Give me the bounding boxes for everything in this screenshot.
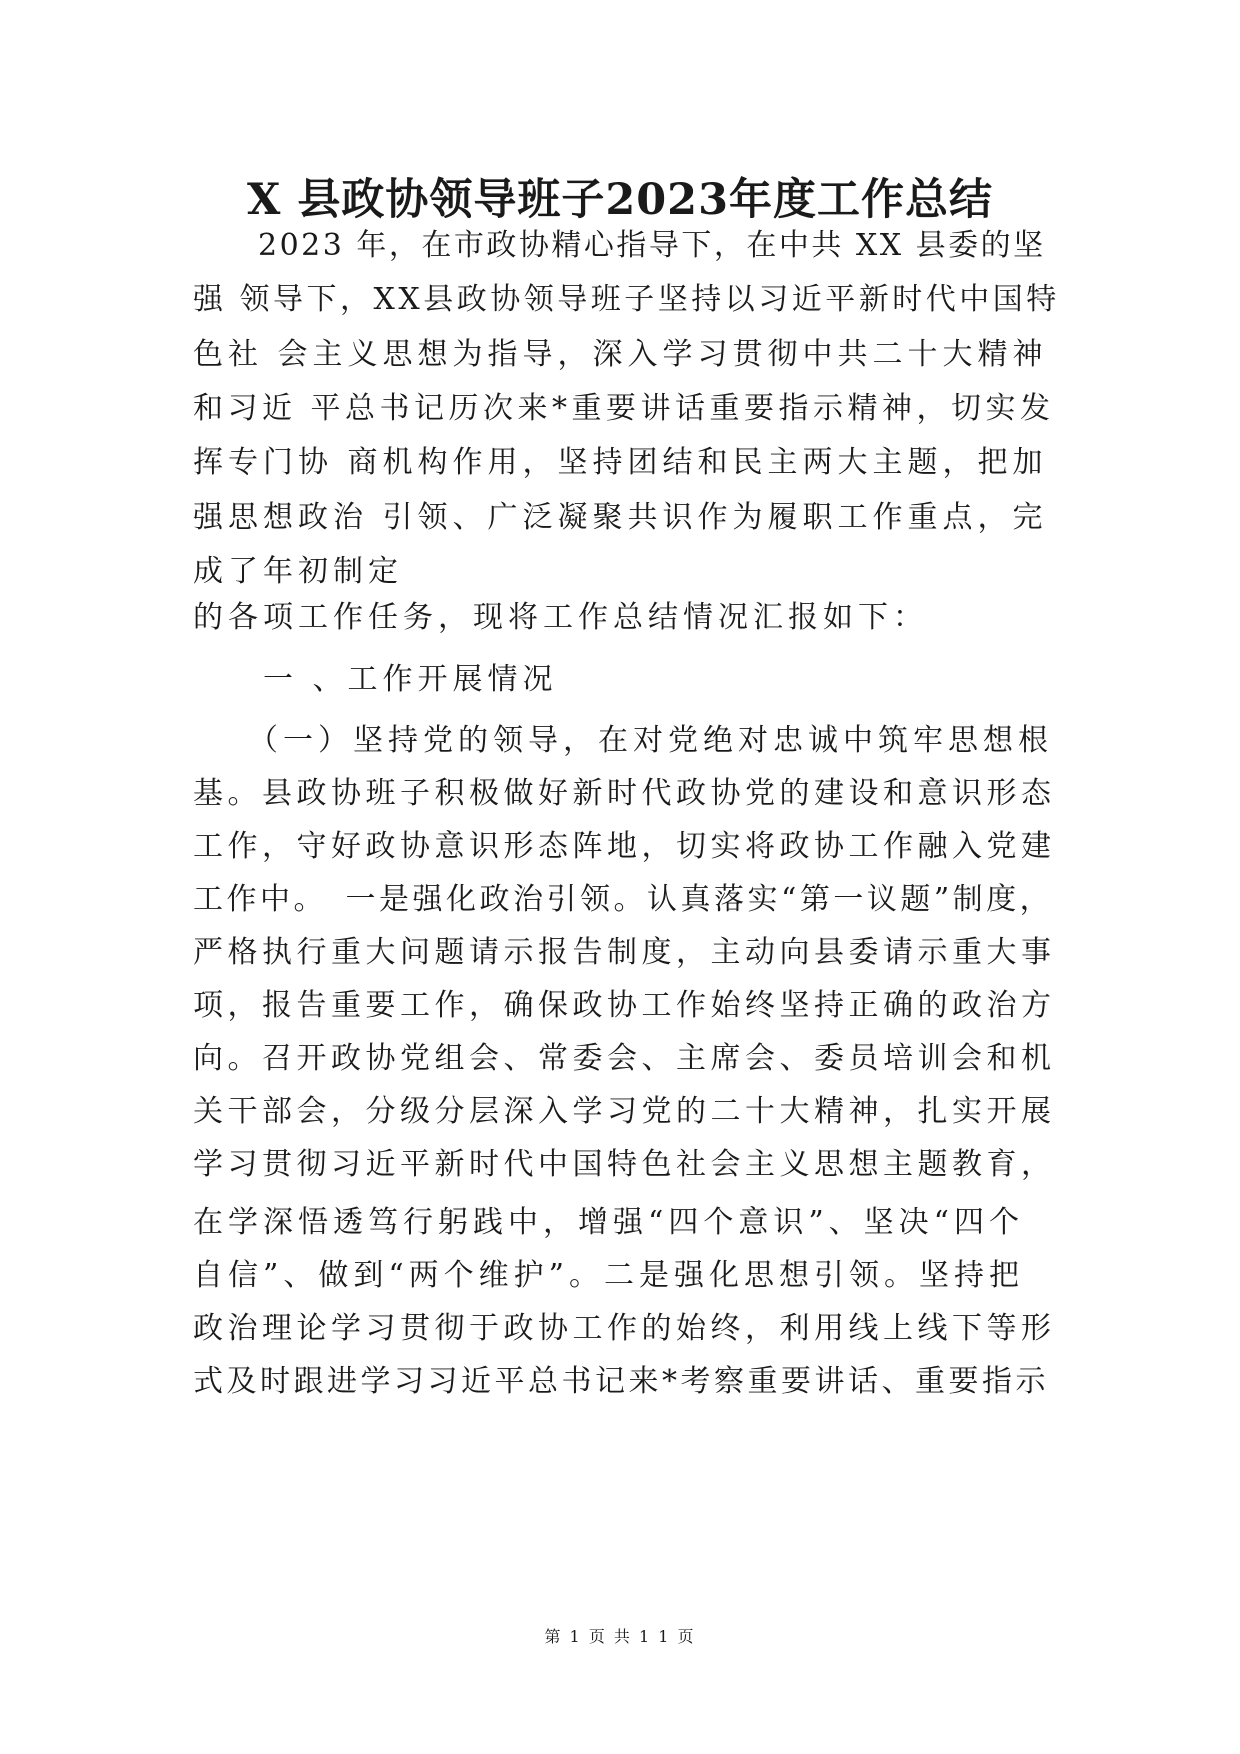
body-line: 色社 会主义思想为指导，深入学习贯彻中共二十大精神 bbox=[193, 337, 1048, 372]
body-line: 和习近 平总书记历次来*重要讲话重要指示精神，切实发 bbox=[193, 391, 1055, 426]
body-line: 强思想政治 引领、广泛凝聚共识作为履职工作重点，完 bbox=[193, 500, 1048, 535]
body-line: 学习贯彻习近平新时代中国特色社会主义思想主题教育， bbox=[193, 1147, 1056, 1182]
body-line: 自信”、做到“两个维护”。二是强化思想引领。坚持把 bbox=[193, 1258, 1025, 1293]
body-line: 在学深悟透笃行躬践中，增强“四个意识”、坚决“四个 bbox=[193, 1205, 1025, 1240]
body-line: 式及时跟进学习习近平总书记来*考察重要讲话、重要指示 bbox=[193, 1364, 1049, 1399]
body-line: 项，报告重要工作，确保政协工作始终坚持正确的政治方 bbox=[193, 988, 1056, 1023]
body-line: 关干部会，分级分层深入学习党的二十大精神，扎实开展 bbox=[193, 1094, 1056, 1129]
body-line: 强 领导下，XX县政协领导班子坚持以习近平新时代中国特 bbox=[193, 282, 1060, 317]
body-line: 成了年初制定 bbox=[193, 554, 403, 589]
body-line: 的各项工作任务，现将工作总结情况汇报如下： bbox=[193, 600, 928, 635]
body-line: 政治理论学习贯彻于政协工作的始终，利用线上线下等形 bbox=[193, 1311, 1056, 1346]
body-line: 严格执行重大问题请示报告制度，主动向县委请示重大事 bbox=[193, 935, 1056, 970]
subsection-line: （一）坚持党的领导，在对党绝对忠诚中筑牢思想根 bbox=[193, 723, 1053, 758]
body-line: 工作，守好政协意识形态阵地，切实将政协工作融入党建 bbox=[193, 829, 1056, 864]
document-title: X 县政协领导班子2023年度工作总结 bbox=[246, 175, 993, 225]
body-line: 挥专门协 商机构作用，坚持团结和民主两大主题，把加 bbox=[193, 445, 1048, 480]
body-line: 2023 年，在市政协精心指导下，在中共 XX 县委的坚 bbox=[193, 228, 1046, 263]
section-heading: 一 、工作开展情况 bbox=[193, 662, 558, 697]
page-footer: 第 1 页 共 1 1 页 bbox=[544, 1627, 696, 1646]
body-line: 工作中。 一是强化政治引领。认真落实“第一议题”制度， bbox=[193, 882, 1054, 917]
body-line: 基。县政协班子积极做好新时代政协党的建设和意识形态 bbox=[193, 776, 1056, 811]
body-line: 向。召开政协党组会、常委会、主席会、委员培训会和机 bbox=[193, 1041, 1056, 1076]
